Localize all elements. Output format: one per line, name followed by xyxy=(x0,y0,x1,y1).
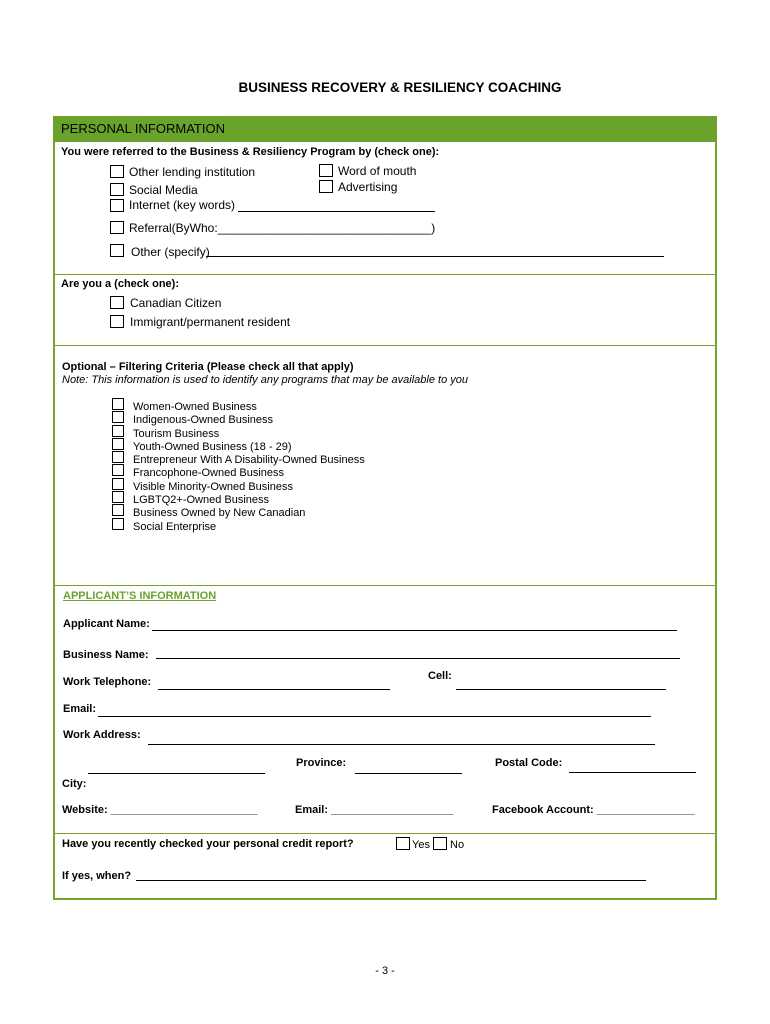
section-divider xyxy=(53,833,717,834)
province-field[interactable] xyxy=(355,773,462,774)
page-number: - 3 - xyxy=(375,965,395,977)
internet-label: Internet (key words) xyxy=(129,198,236,212)
business-name-label: Business Name: xyxy=(63,649,149,661)
cell-field[interactable] xyxy=(456,689,666,690)
filter-item-label: Social Enterprise xyxy=(133,520,217,533)
tourism-checkbox[interactable] xyxy=(112,425,124,437)
postal-code-field[interactable] xyxy=(569,772,696,773)
credit-when-field[interactable] xyxy=(136,880,646,881)
filter-item-label: Business Owned by New Canadian xyxy=(133,507,306,520)
city-label: City: xyxy=(62,778,87,790)
applicant-name-label: Applicant Name: xyxy=(63,618,150,630)
youth-owned-checkbox[interactable] xyxy=(112,438,124,450)
immigrant-checkbox[interactable] xyxy=(110,315,124,328)
referral-label[interactable]: Referral(ByWho:________________________________) xyxy=(129,221,436,235)
email-secondary-label[interactable]: Email: ____________________ xyxy=(295,804,454,816)
facebook-label[interactable]: Facebook Account: ________________ xyxy=(492,804,695,816)
address-line-field[interactable] xyxy=(88,773,265,774)
filtering-heading: Optional – Filtering Criteria (Please check all that apply) xyxy=(62,361,354,373)
other-specify-field[interactable] xyxy=(206,256,664,257)
cell-label: Cell: xyxy=(428,670,452,682)
applicant-info-heading: APPLICANT’S INFORMATION xyxy=(63,590,217,602)
credit-yes-label: Yes xyxy=(412,839,430,851)
section-divider xyxy=(53,345,717,346)
referral-question: You were referred to the Business & Resiliency Program by (check one): xyxy=(61,146,440,158)
website-label[interactable]: Website: ________________________ xyxy=(62,804,258,816)
word-of-mouth-checkbox[interactable] xyxy=(319,164,333,177)
credit-question: Have you recently checked your personal credit report? xyxy=(62,838,354,850)
internet-checkbox[interactable] xyxy=(110,199,124,212)
province-label: Province: xyxy=(296,757,347,769)
business-name-field[interactable] xyxy=(156,658,680,659)
section-divider xyxy=(53,585,717,586)
other-label: Other (specify) xyxy=(131,245,210,259)
social-media-checkbox[interactable] xyxy=(110,183,124,196)
postal-code-label: Postal Code: xyxy=(495,757,563,769)
work-address-label: Work Address: xyxy=(63,729,141,741)
referral-checkbox[interactable] xyxy=(110,221,124,234)
other-lending-label: Other lending institution xyxy=(129,165,256,179)
credit-yes-checkbox[interactable] xyxy=(396,837,410,850)
word-of-mouth-label: Word of mouth xyxy=(338,164,417,178)
work-telephone-label: Work Telephone: xyxy=(63,676,152,688)
email-field[interactable] xyxy=(98,716,651,717)
filter-item-label: Tourism Business xyxy=(133,427,220,440)
filter-item-label: Women-Owned Business xyxy=(133,401,257,413)
women-owned-checkbox[interactable] xyxy=(112,398,124,410)
filter-item-label: Entrepreneur With A Disability-Owned Business xyxy=(133,454,365,467)
filtering-checkbox-list xyxy=(112,398,124,531)
immigrant-label: Immigrant/permanent resident xyxy=(130,315,291,329)
other-checkbox[interactable] xyxy=(110,244,124,257)
section-divider xyxy=(53,274,717,275)
internet-keywords-field[interactable] xyxy=(238,211,435,212)
personal-info-header: PERSONAL INFORMATION xyxy=(61,121,225,136)
francophone-owned-checkbox[interactable] xyxy=(112,464,124,476)
other-lending-checkbox[interactable] xyxy=(110,165,124,178)
credit-no-checkbox[interactable] xyxy=(433,837,447,850)
advertising-checkbox[interactable] xyxy=(319,180,333,193)
filter-item-label: Francophone-Owned Business xyxy=(133,467,285,480)
indigenous-owned-checkbox[interactable] xyxy=(112,411,124,423)
new-canadian-checkbox[interactable] xyxy=(112,504,124,516)
filtering-note: Note: This information is used to identify any programs that may be available to you xyxy=(62,374,468,386)
applicant-name-field[interactable] xyxy=(152,630,677,631)
advertising-label: Advertising xyxy=(338,180,398,194)
filtering-labels xyxy=(133,401,365,534)
disability-owned-checkbox[interactable] xyxy=(112,451,124,463)
form-title: BUSINESS RECOVERY & RESILIENCY COACHING xyxy=(238,80,562,95)
work-telephone-field[interactable] xyxy=(158,689,390,690)
status-question: Are you a (check one): xyxy=(61,278,179,290)
lgbtq-owned-checkbox[interactable] xyxy=(112,491,124,503)
social-enterprise-checkbox[interactable] xyxy=(112,518,124,530)
visible-minority-checkbox[interactable] xyxy=(112,478,124,490)
email-label: Email: xyxy=(63,703,97,715)
filter-item-label: Visible Minority-Owned Business xyxy=(133,480,293,493)
filter-item-label: LGBTQ2+-Owned Business xyxy=(133,494,270,507)
filter-item-label: Youth-Owned Business (18 - 29) xyxy=(133,440,292,453)
work-address-field[interactable] xyxy=(148,744,655,745)
credit-when-label: If yes, when? xyxy=(62,870,132,882)
social-media-label: Social Media xyxy=(129,183,198,197)
canadian-citizen-checkbox[interactable] xyxy=(110,296,124,309)
filter-item-label: Indigenous-Owned Business xyxy=(133,414,274,427)
canadian-citizen-label: Canadian Citizen xyxy=(130,296,222,310)
credit-no-label: No xyxy=(450,839,465,851)
